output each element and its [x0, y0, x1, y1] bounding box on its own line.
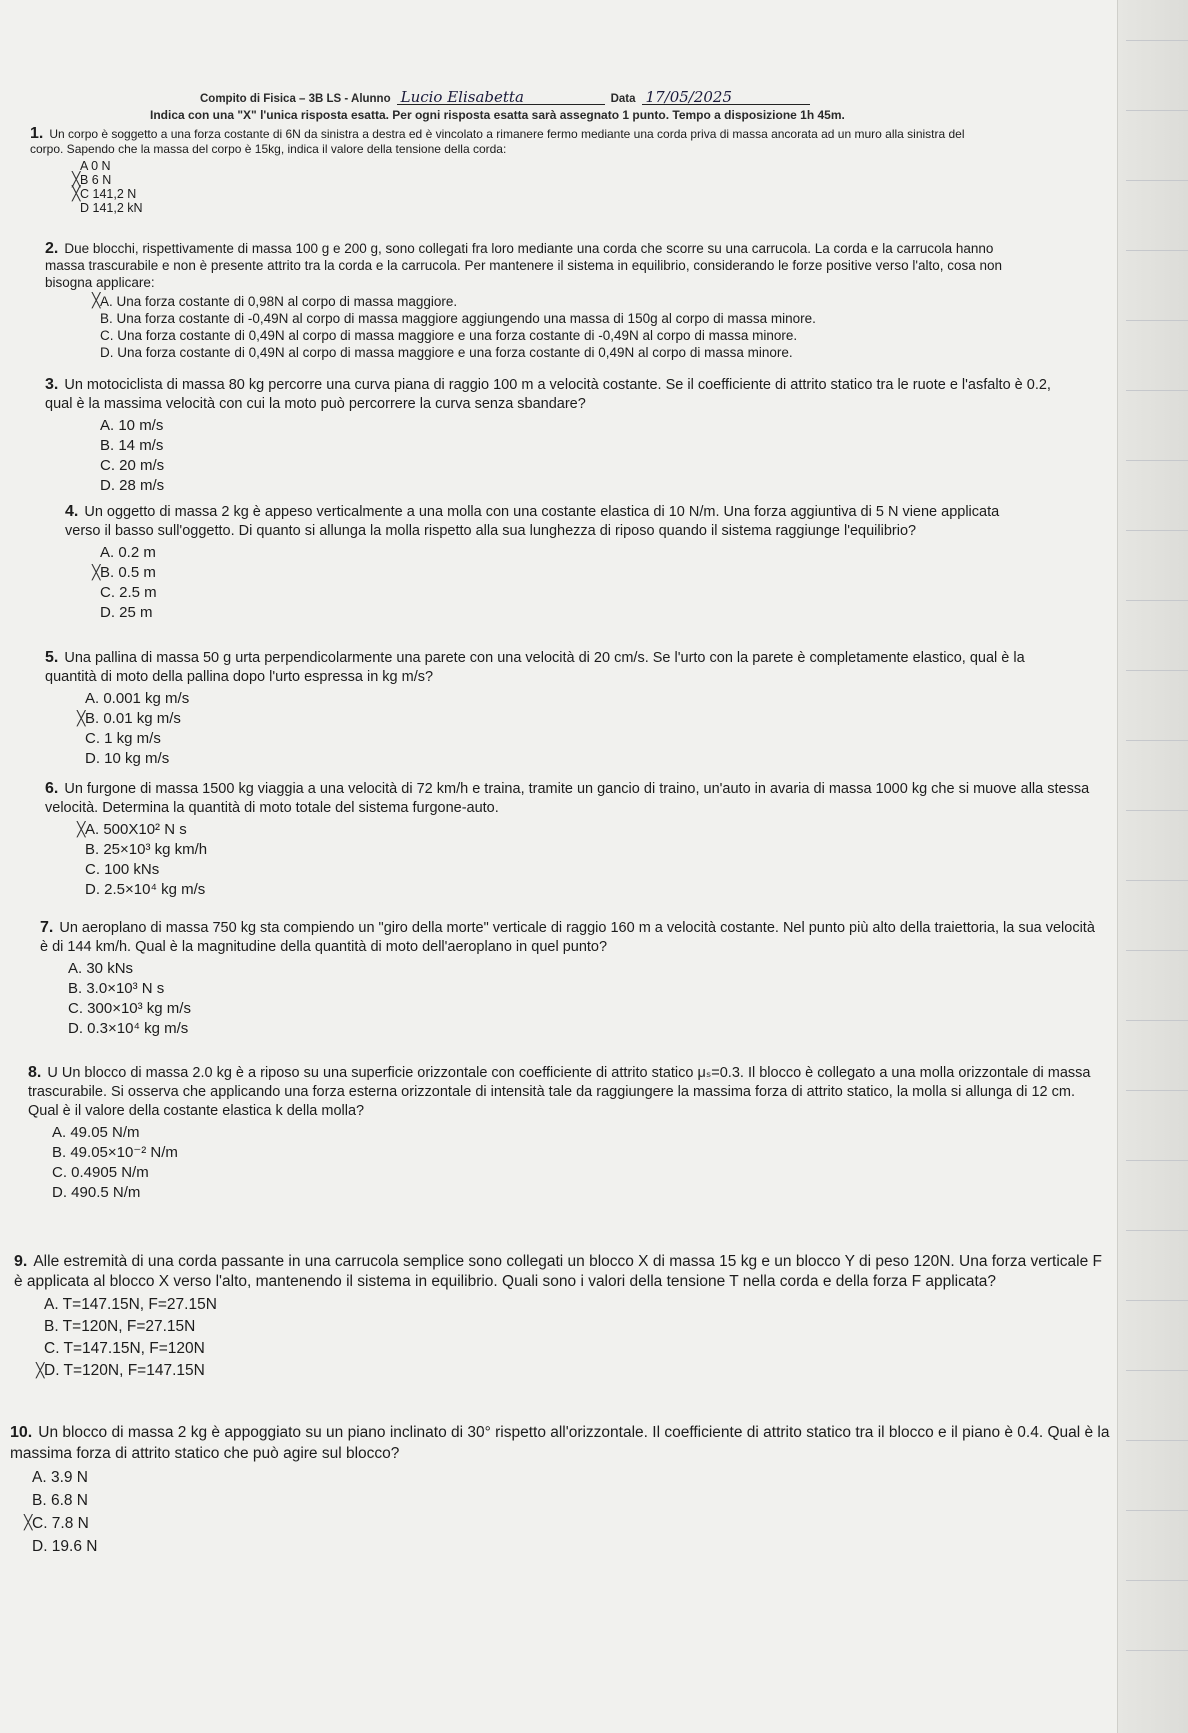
- student-name-field: Lucio Elisabetta: [397, 90, 605, 105]
- question-2: [45, 240, 1035, 361]
- option-d[interactable]: D. Una forza costante di 0,49N al corpo di massa maggiore e una forza costante di 0,49N al corpo di massa minore.: [100, 345, 793, 360]
- ruled-line: [1126, 180, 1188, 181]
- option-a[interactable]: A. 500X10² N s ╳: [77, 821, 187, 838]
- option-a[interactable]: A 0 N: [80, 159, 111, 173]
- option-c[interactable]: C 141,2 N ╳: [80, 187, 1000, 201]
- question-number: 2.: [45, 240, 59, 257]
- handwritten-x-mark: ╳: [72, 172, 81, 188]
- option-c[interactable]: C. T=147.15N, F=120N: [44, 1340, 205, 1357]
- question-number: 7.: [40, 919, 54, 936]
- option-d[interactable]: D. 2.5×10⁴ kg m/s: [85, 881, 206, 898]
- ruled-line: [1126, 1160, 1188, 1161]
- option-c[interactable]: C. 0.4905 N/m: [52, 1164, 149, 1181]
- question-number: 10.: [10, 1424, 33, 1441]
- ruled-line: [1126, 670, 1188, 671]
- question-number: 3.: [45, 376, 59, 393]
- option-d[interactable]: D. 0.3×10⁴ kg m/s: [68, 1020, 189, 1037]
- option-a[interactable]: A. 3.9 N: [32, 1469, 88, 1486]
- option-d[interactable]: D. 25 m: [100, 604, 153, 621]
- question-8: [28, 1063, 1103, 1203]
- question-text: 1. Un corpo è soggetto a una forza costante di 6N da sinistra a destra ed è vincolato a rimanere fermo mediante una corda priva di massa ancorata ad un muro alla sinistra del corpo. Sapendo che la massa del corpo è 15kg, indica il valore della tensione della corda:: [30, 125, 965, 156]
- option-b[interactable]: B. 0.01 kg m/s ╳: [77, 710, 181, 727]
- question-number: 4.: [65, 503, 79, 520]
- options-list: [92, 293, 1035, 361]
- ruled-line: [1126, 1510, 1188, 1511]
- question-text: 2. Due blocchi, rispettivamente di massa 100 g e 200 g, sono collegati fra loro mediante una corda che scorre su una carrucola. La corda e la carrucola hanno massa trascurabile e non è presente attrito tra la corda e la carrucola. Per mantenere il sistema in equilibrio, considerando le forze positive verso l'alto, cosa non bisogna applicare:: [45, 240, 1003, 290]
- option-c[interactable]: C. 7.8 N ╳: [32, 1512, 1110, 1535]
- handwritten-x-mark: ╳: [92, 565, 101, 581]
- ruled-line: [1126, 250, 1188, 251]
- ruled-line: [1126, 600, 1188, 601]
- question-7: [40, 918, 1100, 1039]
- option-b[interactable]: B. 3.0×10³ N s: [68, 980, 165, 997]
- question-6: [45, 779, 1105, 900]
- option-c[interactable]: C. Una forza costante di 0,49N al corpo di massa maggiore e una forza costante di -0,49N al corpo di massa minore.: [100, 328, 798, 343]
- options-list: [77, 820, 1105, 900]
- ruled-line: [1126, 880, 1188, 881]
- question-9: [14, 1252, 1104, 1382]
- ruled-line: [1126, 1300, 1188, 1301]
- option-a[interactable]: A. 30 kNs: [68, 960, 134, 977]
- question-number: 1.: [30, 125, 44, 142]
- option-c[interactable]: C. 100 kNs: [85, 861, 160, 878]
- question-4: [45, 502, 1035, 623]
- ruled-line: [1126, 740, 1188, 741]
- notebook-page-edge: [1117, 0, 1188, 1733]
- ruled-line: [1126, 390, 1188, 391]
- instructions: Indica con una "X" l'unica risposta esatta. Per ogni risposta esatta sarà assegnato 1 punto. Tempo a disposizione 1h 45m.: [150, 108, 845, 122]
- option-b[interactable]: B. Una forza costante di -0,49N al corpo di massa maggiore aggiungendo una massa di 150g al corpo di massa minore.: [100, 311, 816, 326]
- option-b[interactable]: B. 25×10³ kg km/h: [85, 841, 208, 858]
- option-a[interactable]: A. 0.001 kg m/s: [85, 690, 190, 707]
- date-field: 17/05/2025: [642, 90, 810, 105]
- option-c[interactable]: C. 300×10³ kg m/s: [68, 1000, 191, 1017]
- option-d[interactable]: D. 28 m/s: [100, 477, 165, 494]
- question-number: 5.: [45, 649, 59, 666]
- date-label: Data: [610, 93, 636, 105]
- options-list: [36, 1294, 1104, 1382]
- handwritten-x-mark: ╳: [36, 1363, 45, 1379]
- question-1: [30, 126, 1000, 215]
- question-text: 4. Un oggetto di massa 2 kg è appeso verticalmente a una molla con una costante elastica di 10 N/m. Una forza aggiuntiva di 5 N viene applicata verso il basso sull'oggetto. Di quanto si allunga la molla rispetto alla sua lunghezza di riposo quando il sistema raggiunge l'equilibrio?: [65, 503, 1000, 539]
- handwritten-x-mark: ╳: [72, 186, 81, 202]
- question-text: 7. Un aeroplano di massa 750 kg sta compiendo un "giro della morte" verticale di raggio 160 m a velocità costante. Nel punto più alto della traiettoria, la sua velocità è di 144 km/h. Qual è la magnitudine della quantità di moto dell'aeroplano in quel punto?: [40, 919, 1095, 955]
- question-text: 3. Un motociclista di massa 80 kg percorre una curva piana di raggio 100 m a velocità costante. Se il coefficiente di attrito statico tra le ruote e l'asfalto è 0.2, qual è la massima velocità con cui la moto può percorrere la curva senza sbandare?: [45, 376, 1051, 412]
- options-list: [68, 959, 1100, 1039]
- handwritten-x-mark: ╳: [77, 822, 86, 838]
- exam-title: Compito di Fisica – 3B LS - Alunno: [200, 93, 391, 105]
- question-text: 10. Un blocco di massa 2 kg è appoggiato su un piano inclinato di 30° rispetto all'orizzontale. Il coefficiente di attrito statico tra il blocco e il piano è 0.4. Qual è la massima forza di attrito statico che può agire sul blocco?: [10, 1424, 1110, 1462]
- question-text: 6. Un furgone di massa 1500 kg viaggia a una velocità di 72 km/h e traina, tramite un gancio di traino, un'auto in avaria di massa 1000 kg che si muove alla stessa velocità. Determina la quantità di moto totale del sistema furgone-auto.: [45, 780, 1090, 816]
- option-a[interactable]: A. Una forza costante di 0,98N al corpo di massa maggiore. ╳: [92, 293, 458, 309]
- question-text: 9. Alle estremità di una corda passante in una carrucola semplice sono collegati un blocco X di massa 15 kg e un blocco Y di peso 120N. Una forza verticale F è applicata al blocco X verso l'alto, mantenendo il sistema in equilibrio. Quali sono i valori della tensione T nella corda e della forza F applicata?: [14, 1253, 1103, 1290]
- option-b[interactable]: B 6 N ╳: [80, 173, 1000, 187]
- ruled-line: [1126, 460, 1188, 461]
- question-text: 5. Una pallina di massa 50 g urta perpendicolarmente una parete con una velocità di 20 cm/s. Se l'urto con la parete è completamente elastico, qual è la quantità di moto della pallina dopo l'urto espressa in kg m/s?: [45, 649, 1025, 685]
- question-number: 9.: [14, 1253, 28, 1270]
- options-list: [92, 543, 1035, 623]
- options-list: [100, 416, 1055, 496]
- ruled-line: [1126, 1580, 1188, 1581]
- option-d[interactable]: D. T=120N, F=147.15N ╳: [36, 1362, 205, 1379]
- option-c[interactable]: C. 1 kg m/s: [85, 730, 161, 747]
- option-b[interactable]: B. 6.8 N: [32, 1492, 88, 1509]
- ruled-line: [1126, 1440, 1188, 1441]
- option-d[interactable]: D. 490.5 N/m: [52, 1184, 141, 1201]
- option-b[interactable]: B. 49.05×10⁻² N/m: [52, 1144, 178, 1161]
- options-list: [24, 1466, 1110, 1558]
- ruled-line: [1126, 110, 1188, 111]
- option-b[interactable]: B. 14 m/s: [100, 437, 164, 454]
- ruled-line: [1126, 810, 1188, 811]
- handwritten-x-mark: ╳: [77, 711, 86, 727]
- ruled-line: [1126, 320, 1188, 321]
- option-c[interactable]: C. 20 m/s: [100, 457, 165, 474]
- ruled-line: [1126, 950, 1188, 951]
- option-b[interactable]: B. T=120N, F=27.15N: [44, 1318, 196, 1335]
- question-number: 8.: [28, 1064, 42, 1081]
- question-3: [45, 375, 1055, 496]
- exam-header: [200, 90, 1020, 105]
- ruled-line: [1126, 1650, 1188, 1651]
- options-list: [77, 689, 1075, 769]
- question-10: [10, 1422, 1110, 1558]
- option-a[interactable]: A. 10 m/s: [100, 417, 164, 434]
- option-a[interactable]: A. 49.05 N/m: [52, 1124, 140, 1141]
- option-a[interactable]: A. T=147.15N, F=27.15N: [44, 1296, 217, 1313]
- handwritten-x-mark: ╳: [24, 1515, 33, 1531]
- option-b[interactable]: B. 0.5 m ╳: [92, 564, 156, 581]
- question-5: [45, 648, 1075, 769]
- option-c[interactable]: C. 2.5 m: [100, 584, 157, 601]
- question-text: 8. U Un blocco di massa 2.0 kg è a riposo su una superficie orizzontale con coefficiente di attrito statico μₛ=0.3. Il blocco è collegato a una molla orizzontale di massa trascurabile. Si osserva che applicando una forza esterna orizzontale di intensità tale da raggiungere la massima forza di attrito statico, la molla si allunga di 12 cm. Qual è il valore della costante elastica k della molla?: [28, 1064, 1091, 1119]
- option-d[interactable]: D. 10 kg m/s: [85, 750, 170, 767]
- ruled-line: [1126, 1230, 1188, 1231]
- option-d[interactable]: D. 19.6 N: [32, 1538, 98, 1555]
- ruled-line: [1126, 530, 1188, 531]
- ruled-line: [1126, 1370, 1188, 1371]
- ruled-line: [1126, 1090, 1188, 1091]
- option-d[interactable]: D 141,2 kN: [80, 201, 143, 215]
- ruled-line: [1126, 1020, 1188, 1021]
- option-a[interactable]: A. 0.2 m: [100, 544, 156, 561]
- question-number: 6.: [45, 780, 59, 797]
- options-list: [52, 1123, 1103, 1203]
- options-list: [72, 159, 1000, 215]
- ruled-line: [1126, 40, 1188, 41]
- handwritten-x-mark: ╳: [92, 293, 101, 309]
